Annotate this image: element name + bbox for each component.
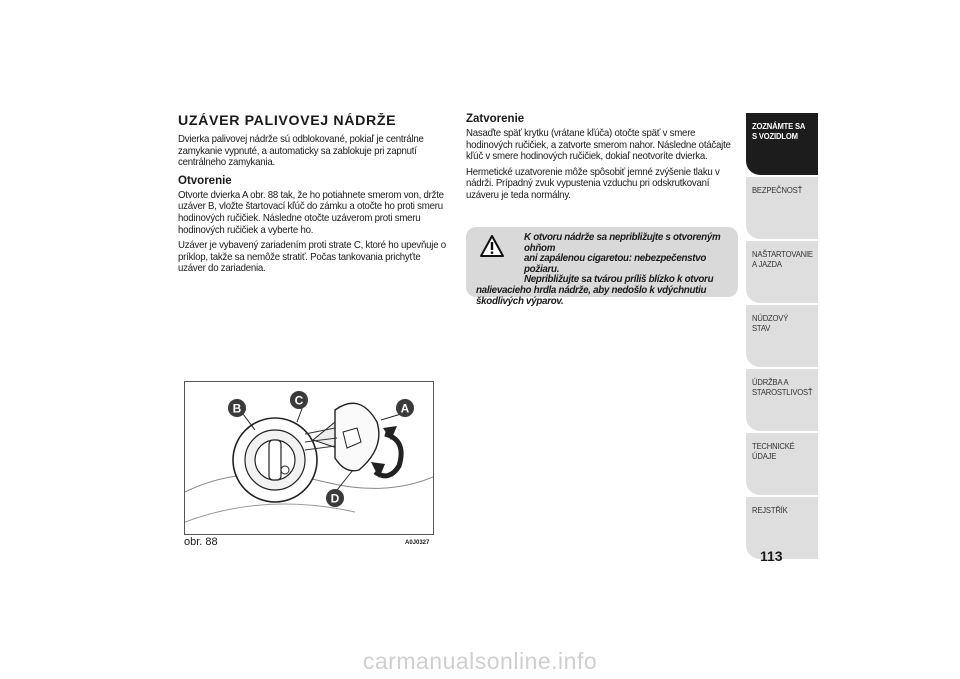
figure-88	[184, 381, 434, 535]
left-column	[178, 113, 448, 279]
callout-d	[326, 489, 344, 507]
svg-text:C: C	[294, 393, 304, 408]
intro-paragraph: Dvierka palivovej nádrže sú odblokované, pokiaľ je centrálne zamykanie vypnuté, a automaticky sa zablokuje pri zapnutí centrálneho zamykania.	[178, 134, 424, 169]
callout-a	[396, 399, 414, 417]
figure-caption: obr. 88	[184, 536, 218, 548]
middle-column	[466, 113, 738, 206]
page-number: 113	[760, 548, 783, 564]
figure-code: A0J0327	[405, 540, 430, 546]
tab-bezpecnost[interactable]: BEZPEČNOSŤ	[746, 177, 818, 239]
tab-rejstrik[interactable]: REJSTŘÍK	[746, 497, 818, 559]
chapter-tabs	[746, 113, 818, 561]
warning-line-4: nalievacieho hrdla nádrže, aby nedošlo k vdýchnutiu škodlivých výparov.	[476, 284, 707, 307]
warning-line-3: Nepribližujte sa tvárou príliš blízko k otvoru	[524, 274, 714, 286]
tab-udrzba-a-starostlivost[interactable]: ÚDRŽBA A STAROSTLIVOSŤ	[746, 369, 818, 431]
subheading-closing: Zatvorenie	[466, 113, 525, 125]
watermark: carmanualsonline.info	[362, 648, 598, 674]
svg-text:D: D	[330, 491, 340, 506]
tab-technicke-udaje[interactable]: TECHNICKÉ ÚDAJE	[746, 433, 818, 495]
opening-paragraph-2: Uzáver je vybavený zariadením proti strate C, ktoré ho upevňuje o príklop, takže sa nemôže stratiť. Počas tankovania prichyťte uzáver do zariadenia.	[178, 240, 446, 275]
fuel-cap-illustration	[185, 382, 433, 534]
warning-box	[466, 227, 738, 307]
tab-zoznamte-sa-s-vozidlom[interactable]: ZOZNÁMTE SA S VOZIDLOM	[746, 113, 818, 175]
tab-nastartovanie-a-jazda[interactable]: NAŠTARTOVANIE A JAZDA	[746, 241, 818, 303]
closing-paragraph-1: Nasaďte späť krytku (vrátane kľúča) otočte späť v smere hodinových ručičiek, a zatvorte smerom nahor. Následne otáčajte kľúč v smere hodinových ručičiek, dokiaľ neotvoríte dvierka.	[466, 128, 731, 163]
tab-nudzovy-stav[interactable]: NÚDZOVÝ STAV	[746, 305, 818, 367]
callout-b	[228, 399, 246, 417]
warning-line-2: ani zapálenou cigaretou: nebezpečenstvo požiaru.	[524, 253, 707, 275]
callout-c	[290, 391, 308, 409]
warning-text	[476, 233, 732, 307]
closing-paragraph-2: Hermetické uzatvorenie môže spôsobiť jemné zvýšenie tlaku v nádrži. Prípadný zvuk vypustenia vzduchu pri odskrutkovaní uzáveru je teda normálny.	[466, 166, 720, 201]
section-title: UZÁVER PALIVOVEJ NÁDRŽE	[178, 113, 397, 128]
warning-line-1: K otvoru nádrže sa nepribližujte s otvoreným ohňom	[524, 232, 721, 254]
subheading-opening: Otvorenie	[178, 174, 232, 187]
opening-paragraph-1: Otvorte dvierka A obr. 88 tak, že ho potiahnete smerom von, držte uzáver B, vložte štartovací kľúč do zámku a otočte ho proti smeru hodinových ručičiek. Následne otočte uzáverom proti smeru hodinových ručičiek a vyberte ho.	[178, 189, 444, 236]
svg-text:B: B	[232, 401, 242, 416]
svg-text:A: A	[400, 401, 410, 416]
